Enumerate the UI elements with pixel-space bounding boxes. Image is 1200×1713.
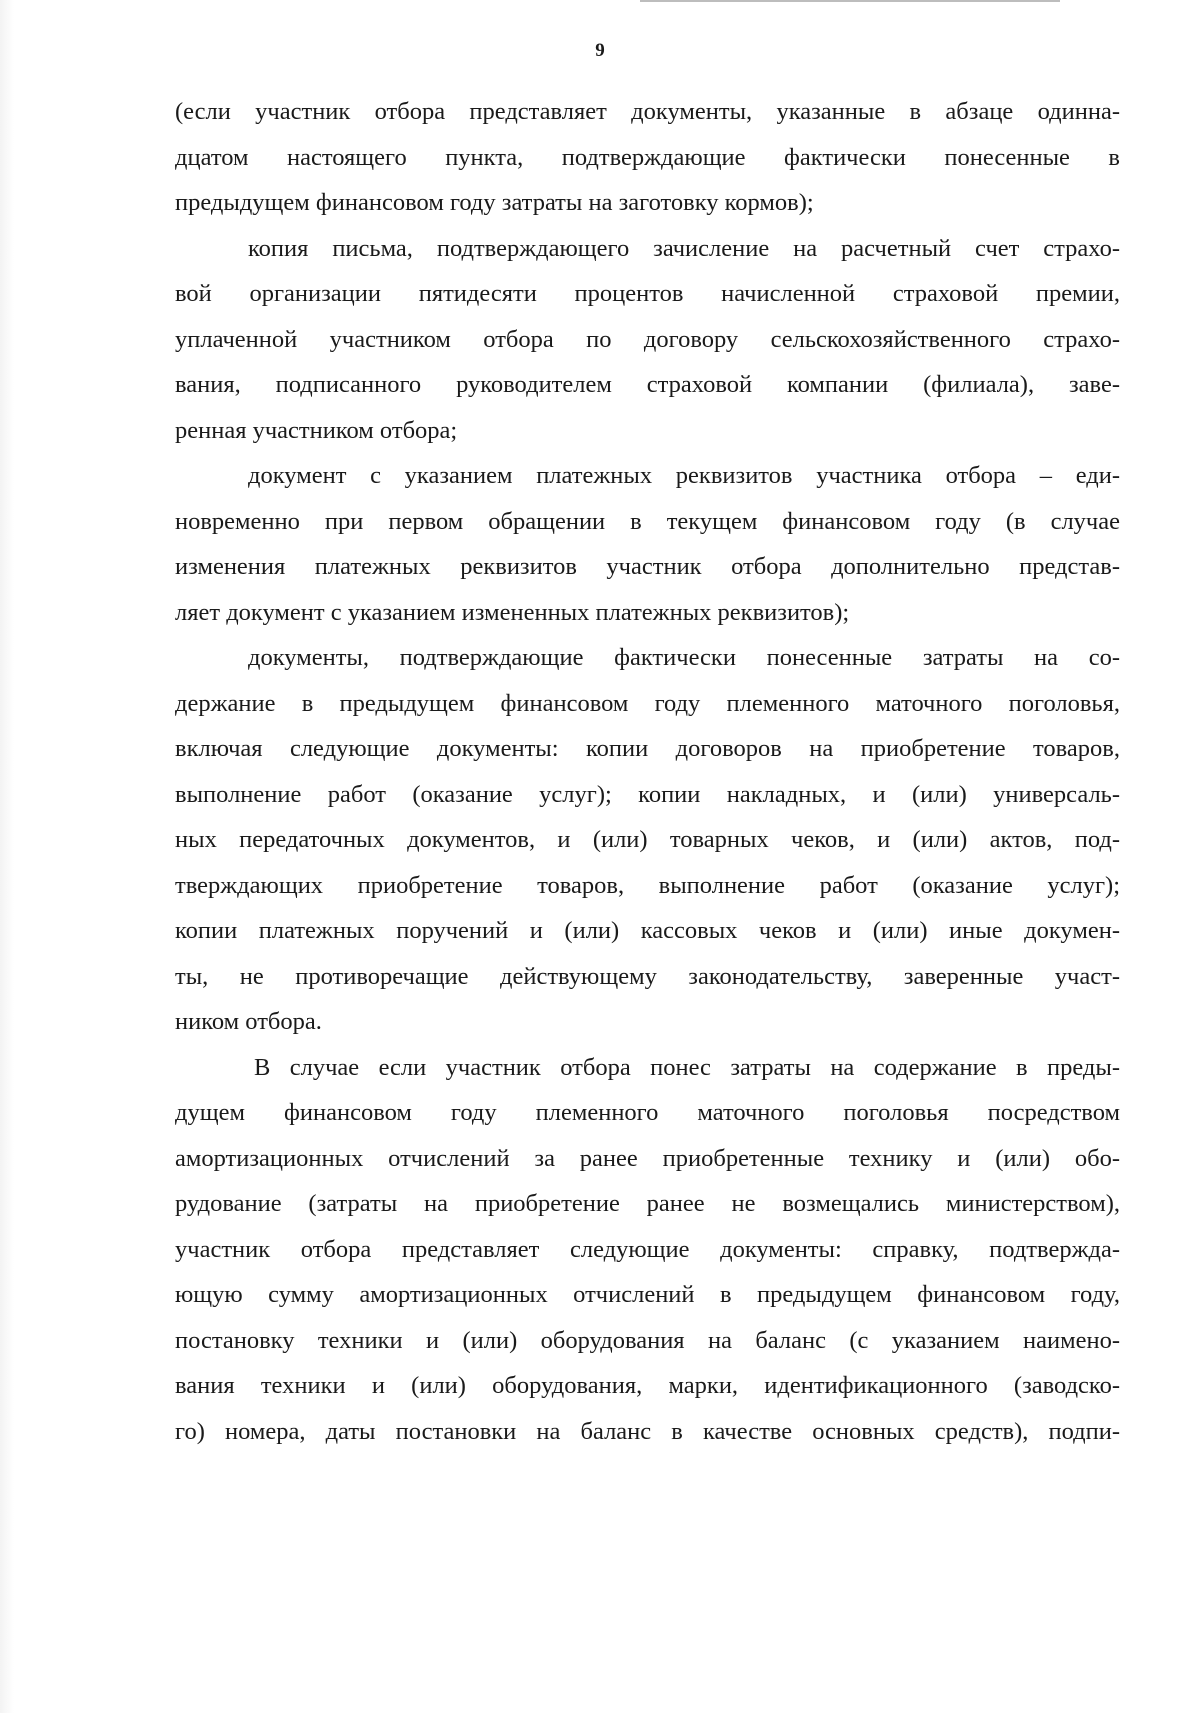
text-line: ренная участником отбора; [175, 417, 458, 444]
text-line: документы, подтверждающие фактически понесенные затраты на со- [248, 644, 1120, 671]
text-line: включая следующие документы: копии договоров на приобретение товаров, [175, 735, 1120, 762]
text-line: вания, подписанного руководителем страховой компании (филиала), заве- [175, 371, 1120, 398]
text-line: участник отбора представляет следующие документы: справку, подтвержда- [175, 1236, 1120, 1263]
text-line: амортизационных отчислений за ранее приобретенные технику и (или) обо- [175, 1145, 1120, 1172]
text-line: ляет документ с указанием измененных платежных реквизитов); [175, 599, 850, 626]
text-line: ты, не противоречащие действующему законодательству, заверенные участ- [175, 963, 1120, 990]
text-line: предыдущем финансовом году затраты на заготовку кормов); [175, 189, 814, 216]
text-line: дцатом настоящего пункта, подтверждающие фактически понесенные в [175, 144, 1120, 171]
text-line: го) номера, даты постановки на баланс в качестве основных средств), подпи- [175, 1418, 1120, 1445]
text-line: выполнение работ (оказание услуг); копии накладных, и (или) универсаль- [175, 781, 1120, 808]
text-line: (если участник отбора представляет документы, указанные в абзаце одинна- [175, 98, 1120, 125]
text-line: документ с указанием платежных реквизитов участника отбора – еди- [248, 462, 1120, 489]
text-line: рудование (затраты на приобретение ранее не возмещались министерством), [175, 1190, 1120, 1217]
text-line: тверждающих приобретение товаров, выполнение работ (оказание услуг); [175, 872, 1120, 899]
page-number: 9 [595, 40, 605, 61]
text-line: дущем финансовом году племенного маточного поголовья посредством [175, 1099, 1120, 1126]
text-line: вания техники и (или) оборудования, марки, идентификационного (заводско- [175, 1372, 1120, 1399]
text-line: ных передаточных документов, и (или) товарных чеков, и (или) актов, под- [175, 826, 1120, 853]
text-line: изменения платежных реквизитов участник отбора дополнительно представ- [175, 553, 1120, 580]
text-line: В случае если участник отбора понес затраты на содержание в преды- [254, 1054, 1120, 1081]
text-line: новременно при первом обращении в текущем финансовом году (в случае [175, 508, 1120, 535]
text-line: вой организации пятидесяти процентов начисленной страховой премии, [175, 280, 1120, 307]
text-line: ником отбора. [175, 1008, 322, 1035]
text-line: копии платежных поручений и (или) кассовых чеков и (или) иные докумен- [175, 917, 1120, 944]
text-line: держание в предыдущем финансовом году племенного маточного поголовья, [175, 690, 1120, 717]
top-scan-rule [640, 0, 1060, 2]
text-line: копия письма, подтверждающего зачисление на расчетный счет страхо- [248, 235, 1120, 262]
text-line: постановку техники и (или) оборудования на баланс (с указанием наимено- [175, 1327, 1120, 1354]
text-line: уплаченной участником отбора по договору сельскохозяйственного страхо- [175, 326, 1120, 353]
text-line: ющую сумму амортизационных отчислений в предыдущем финансовом году, [175, 1281, 1120, 1308]
scan-edge-shadow [0, 0, 14, 1713]
